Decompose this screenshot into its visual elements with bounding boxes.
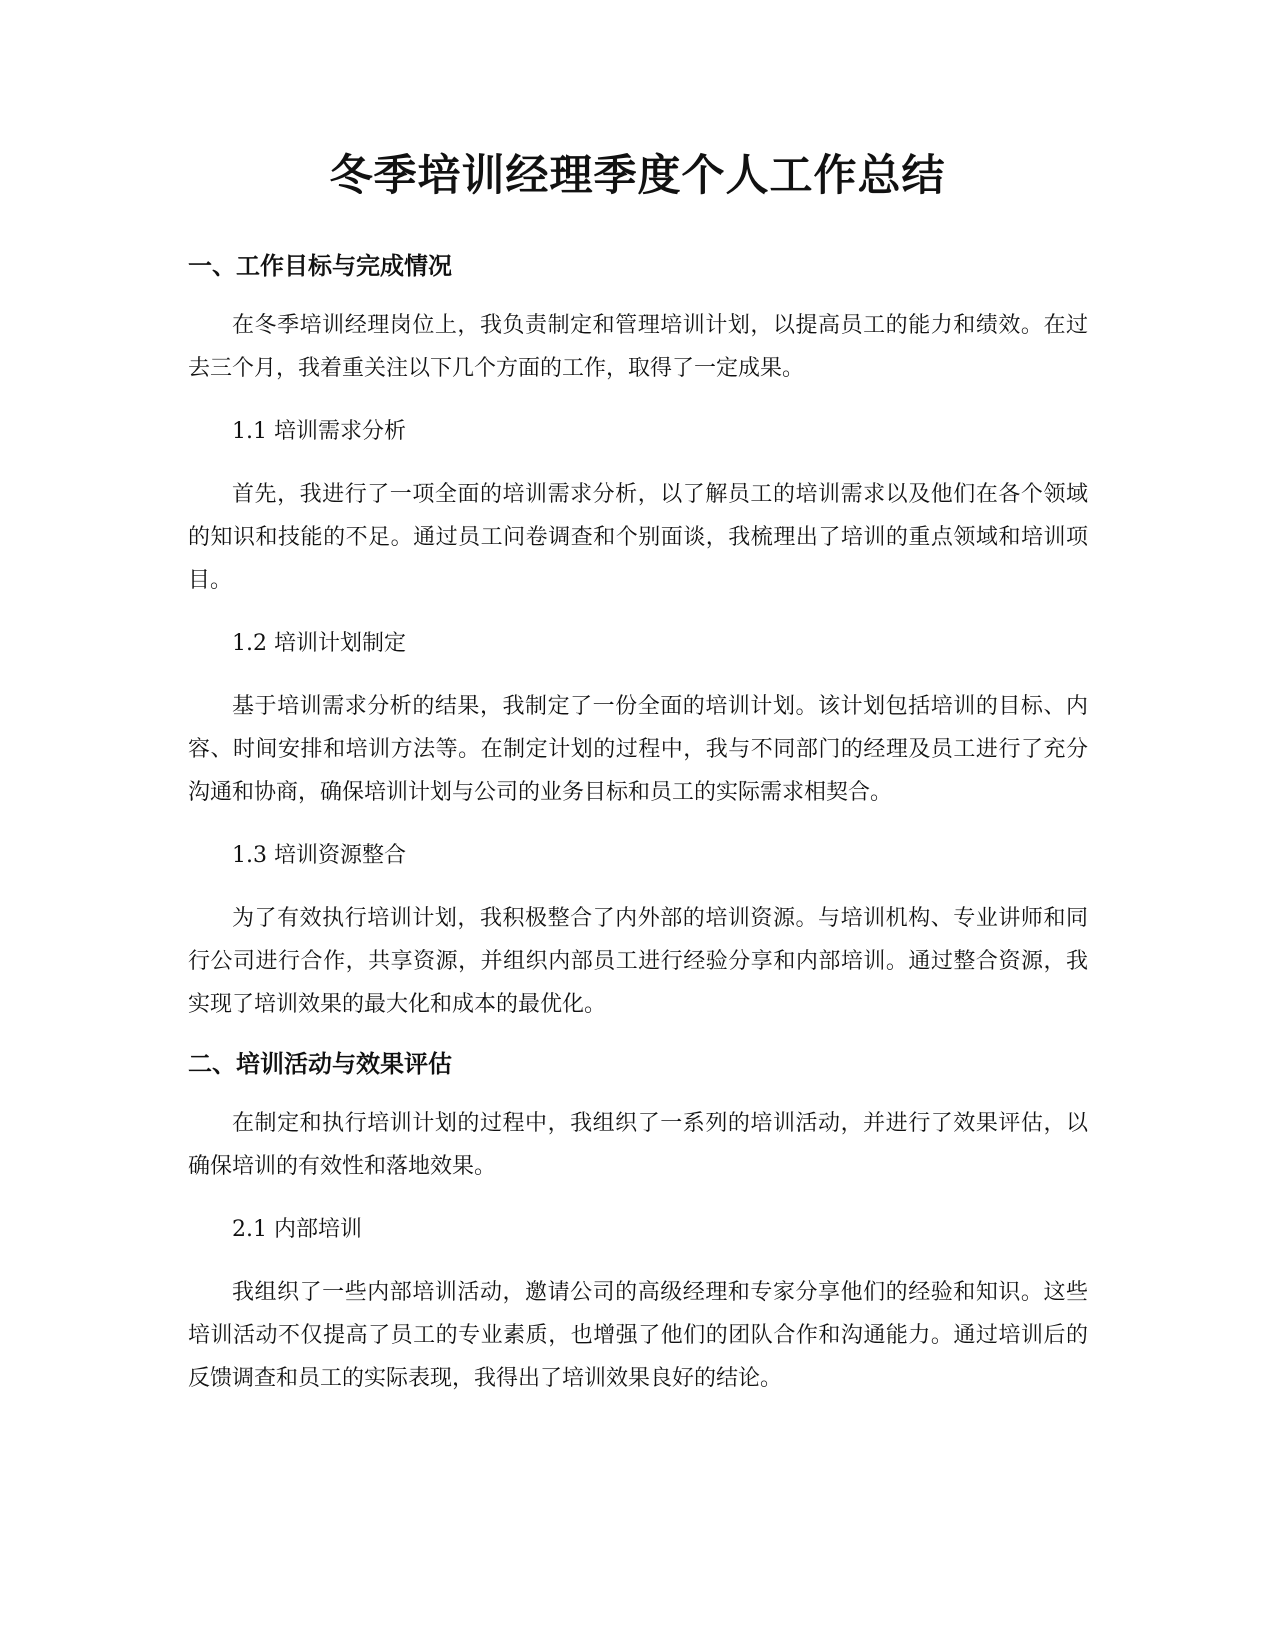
- subsection-1-2-body: 基于培训需求分析的结果，我制定了一份全面的培训计划。该计划包括培训的目标、内容、时间安排和培训方法等。在制定计划的过程中，我与不同部门的经理及员工进行了充分沟通和协商，确保培训计划与公司的业务目标和员工的实际需求相契合。: [188, 694, 1088, 805]
- subsection-1-3-heading: 1.3 培训资源整合: [232, 843, 406, 868]
- section-1-intro: 在冬季培训经理岗位上，我负责制定和管理培训计划，以提高员工的能力和绩效。在过去三个月，我着重关注以下几个方面的工作，取得了一定成果。: [188, 313, 1088, 381]
- section-2-intro: 在制定和执行培训计划的过程中，我组织了一系列的培训活动，并进行了效果评估，以确保培训的有效性和落地效果。: [188, 1111, 1088, 1179]
- document-body: [188, 248, 1088, 1420]
- section-2-heading: 二、培训活动与效果评估: [188, 1050, 452, 1078]
- document-title: 冬季培训经理季度个人工作总结: [329, 151, 946, 201]
- subsection-1-1-heading: 1.1 培训需求分析: [232, 419, 406, 444]
- subsection-2-1-heading: 2.1 内部培训: [232, 1217, 362, 1242]
- subsection-1-2-heading: 1.2 培训计划制定: [232, 631, 406, 656]
- section-1-heading: 一、工作目标与完成情况: [188, 252, 452, 280]
- subsection-1-1-body: 首先，我进行了一项全面的培训需求分析，以了解员工的培训需求以及他们在各个领域的知识和技能的不足。通过员工问卷调查和个别面谈，我梳理出了培训的重点领域和培训项目。: [188, 482, 1088, 593]
- subsection-2-1-body: 我组织了一些内部培训活动，邀请公司的高级经理和专家分享他们的经验和知识。这些培训活动不仅提高了员工的专业素质，也增强了他们的团队合作和沟通能力。通过培训后的反馈调查和员工的实际表现，我得出了培训效果良好的结论。: [188, 1280, 1088, 1391]
- subsection-1-3-body: 为了有效执行培训计划，我积极整合了内外部的培训资源。与培训机构、专业讲师和同行公司进行合作，共享资源，并组织内部员工进行经验分享和内部培训。通过整合资源，我实现了培训效果的最大化和成本的最优化。: [188, 906, 1088, 1017]
